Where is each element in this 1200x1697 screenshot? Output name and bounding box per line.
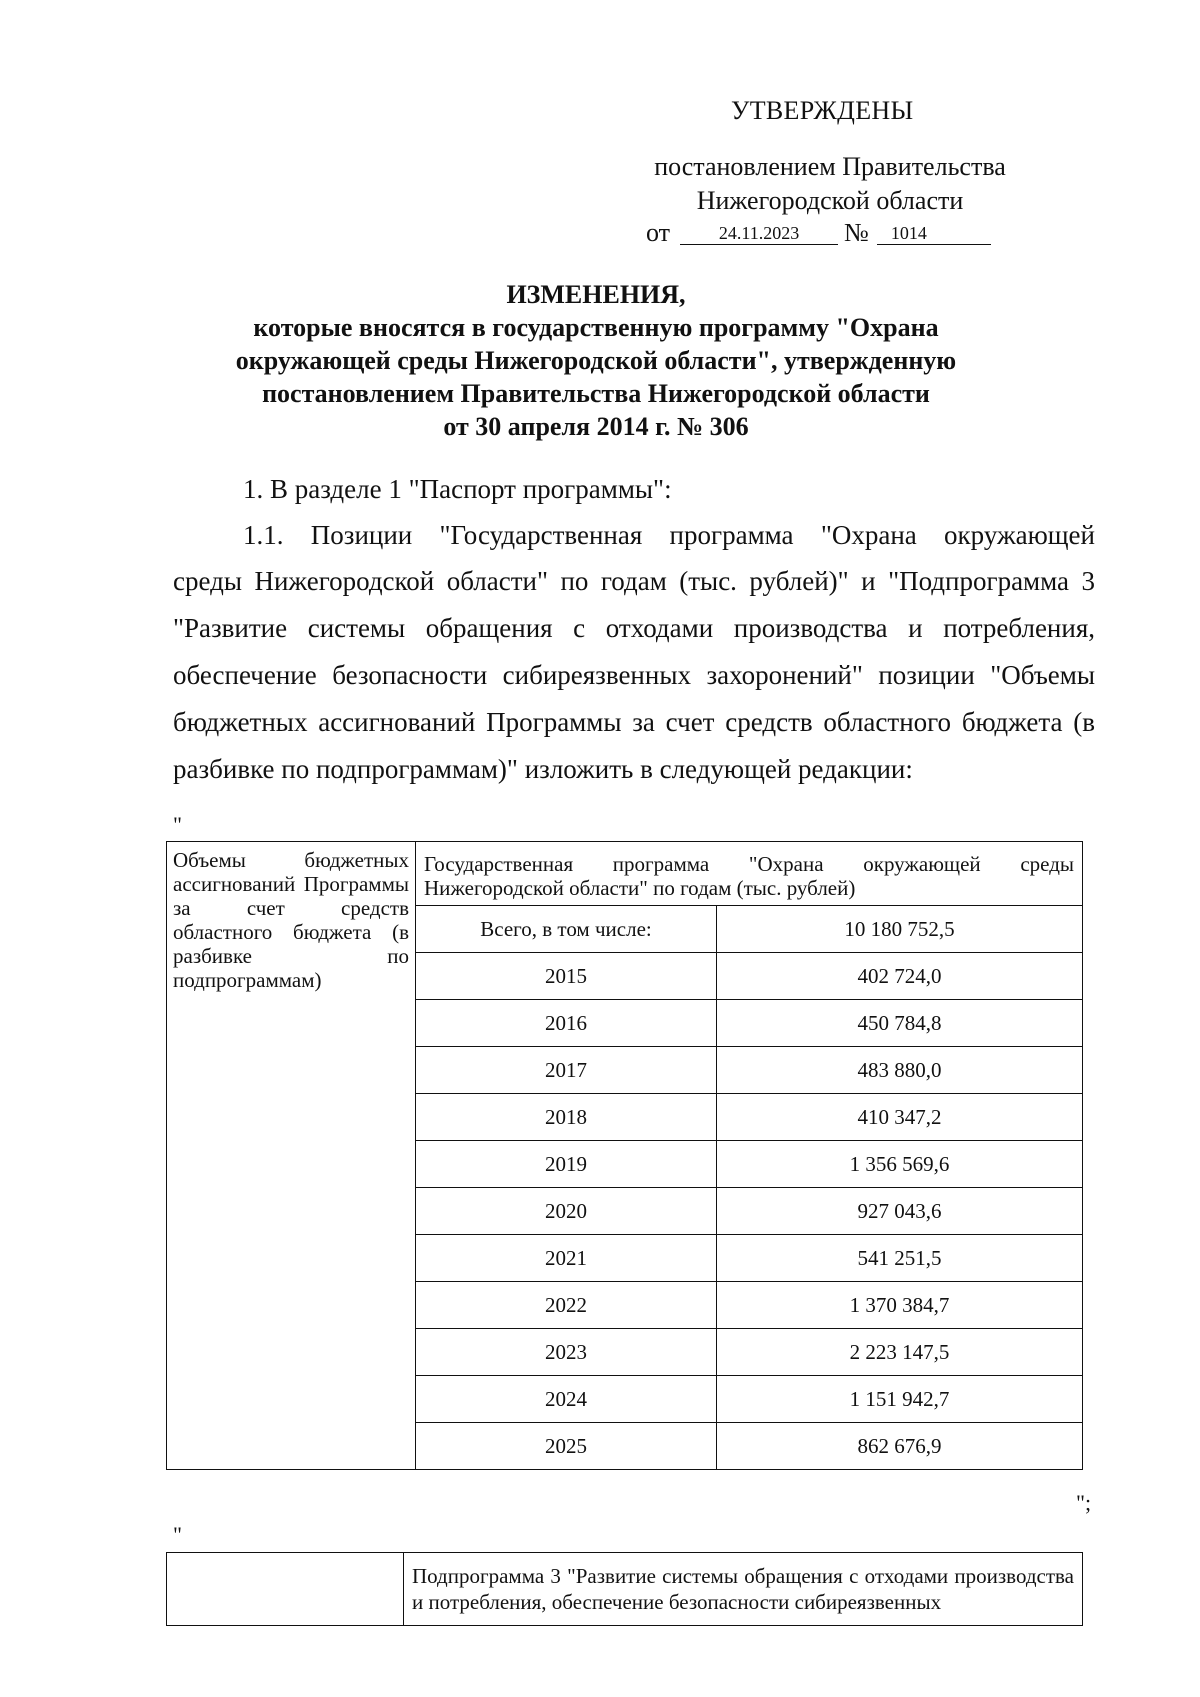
year-cell: 2019 <box>416 1141 717 1188</box>
value-cell: 1 370 384,7 <box>717 1282 1083 1329</box>
budget-table-header: Государственная программа "Охрана окружающей среды Нижегородской области" по годам (тыс. рублей) <box>416 842 1083 906</box>
heading-line-4: постановлением Правительства Нижегородской области <box>262 379 930 408</box>
year-cell: 2024 <box>416 1376 717 1423</box>
open-quote-1: " <box>173 812 182 837</box>
value-cell: 862 676,9 <box>717 1423 1083 1470</box>
heading-line-5: от 30 апреля 2014 г. № 306 <box>443 412 749 441</box>
year-cell: 2022 <box>416 1282 717 1329</box>
year-cell: 2016 <box>416 1000 717 1047</box>
approval-date-line <box>646 218 991 248</box>
date-prefix: от <box>646 218 671 247</box>
budget-left-label: Объемы бюджетных ассигнований Программы за счет средств областного бюджета (в разбивке по подпрограммам) <box>167 842 416 1470</box>
year-cell: 2021 <box>416 1235 717 1282</box>
approval-authority <box>620 150 1040 218</box>
subprogram-left-cell <box>167 1553 404 1626</box>
paragraph-1-1-text: среды Нижегородской области" по годам (тыс. рублей)" и "Подпрограмма 3 "Развитие системы обращения с отходами производства и потребления, обеспечение безопасности сибиреязвенных захоронений" позиции "Объемы бюджетных ассигнований Программы за счет средств областного бюджета (в разбивке по подпрограммам)" изложить в следующей редакции: <box>173 566 1095 784</box>
value-cell: 541 251,5 <box>717 1235 1083 1282</box>
close-quote-1: "; <box>1076 1490 1092 1515</box>
paragraph-1-1-first-line: 1.1. Позиции "Государственная программа "Охрана окружающей <box>243 520 1095 550</box>
year-cell: 2015 <box>416 953 717 1000</box>
total-value: 10 180 752,5 <box>717 906 1083 953</box>
approval-title: УТВЕРЖДЕНЫ <box>731 96 914 125</box>
year-cell: 2017 <box>416 1047 717 1094</box>
paragraph-section-1: 1. В разделе 1 "Паспорт программы": <box>243 474 672 504</box>
approval-line-2: Нижегородской области <box>696 186 964 215</box>
open-quote-2: " <box>173 1522 182 1547</box>
value-cell: 450 784,8 <box>717 1000 1083 1047</box>
value-cell: 483 880,0 <box>717 1047 1083 1094</box>
value-cell: 1 356 569,6 <box>717 1141 1083 1188</box>
table-header-row <box>167 842 1083 906</box>
subprogram-table <box>166 1552 1083 1626</box>
year-cell: 2020 <box>416 1188 717 1235</box>
heading-line-2: которые вносятся в государственную программу "Охрана <box>253 313 939 342</box>
heading-line-3: окружающей среды Нижегородской области", утвержденную <box>235 346 957 375</box>
value-cell: 410 347,2 <box>717 1094 1083 1141</box>
approval-date: 24.11.2023 <box>680 222 838 245</box>
document-heading <box>178 278 1014 443</box>
paragraph-1-1-body <box>173 558 1095 793</box>
year-cell: 2023 <box>416 1329 717 1376</box>
value-cell: 1 151 942,7 <box>717 1376 1083 1423</box>
heading-line-1: ИЗМЕНЕНИЯ, <box>506 280 686 309</box>
budget-table <box>166 841 1083 1470</box>
subprogram-text: Подпрограмма 3 "Развитие системы обращения с отходами производства и потребления, обеспечение безопасности сибиреязвенных <box>404 1553 1083 1626</box>
value-cell: 927 043,6 <box>717 1188 1083 1235</box>
value-cell: 2 223 147,5 <box>717 1329 1083 1376</box>
value-cell: 402 724,0 <box>717 953 1083 1000</box>
table-row <box>167 1553 1083 1626</box>
approval-line-1: постановлением Правительства <box>654 152 1006 181</box>
number-sign: № <box>844 218 869 247</box>
year-cell: 2018 <box>416 1094 717 1141</box>
total-label: Всего, в том числе: <box>416 906 717 953</box>
year-cell: 2025 <box>416 1423 717 1470</box>
approval-number: 1014 <box>877 222 991 245</box>
